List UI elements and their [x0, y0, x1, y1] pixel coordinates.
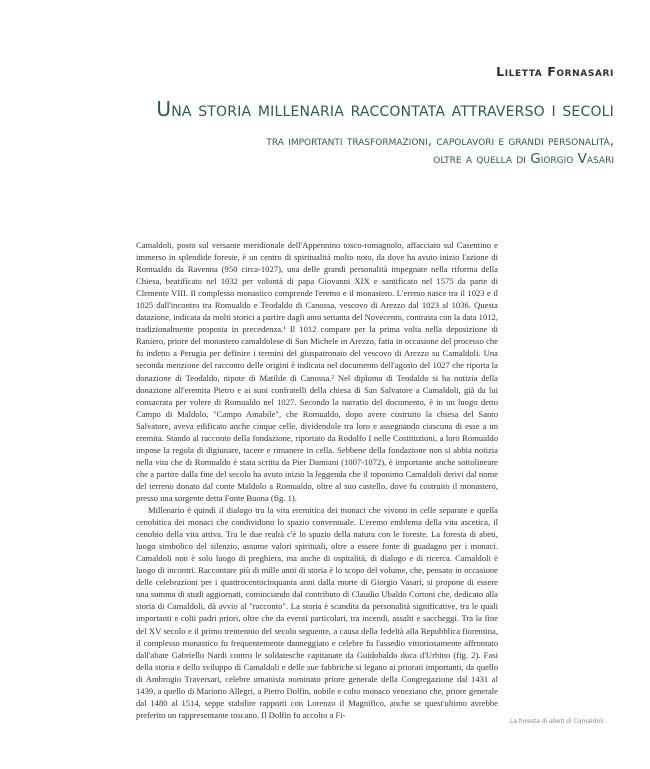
chapter-subtitle [114, 132, 614, 168]
author-name: Liletta Fornasari [496, 64, 614, 79]
body-text [136, 239, 498, 721]
figure-caption: La foresta di abeti di Camaldoli. [510, 718, 606, 725]
subtitle-line-1: tra importanti trasformazioni, capolavori e grandi personalità, [266, 133, 614, 149]
paragraph-2: Millenario è quindi il dialogo tra la vita eremitica dei monaci che vivono in celle separate e quella cenobitica dei monaci che condividono lo spazio conventuale. L'eremo emblema della vita ascetica, il cenobio della vita attiva. Tra le due realtà c'è lo spazio della natura con le foreste. La foresta di abeti, luogo simbolico del silenzio, assume valori spirituali, oltre a essere fonte di guadagno per i monaci. Camaldoli non è solo luogo di preghiera, ma anche di ospitalità, di dialogo e di ricerca. Camaldoli è luogo di incontri. Raccontare più di mille anni di storia è lo scopo del volume, che, pensato in occasione delle celebrazioni per i quattrocentocinquanta anni dalla morte di Giorgio Vasari, si propone di essere una summa di studi aggiornati, cominciando dal contributo di Claudio Ubaldo Cortoni che, dedicato alla storia di Camaldoli, dà avvio al "racconto". La storia è scandita da personalità significative, tra le quali importanti e colti padri priori, oltre che da eventi particolari, tra incendi, assalti e saccheggi. Tra la fine del XV secolo e il primo trentennio del secolo seguente, a causa della fedeltà alla Repubblica fiorentina, il complesso monastico fu frequentemente danneggiato e celebre fu l'assedio vittoriosamente affrontato dall'abate Gabriello Nardi contro le soldatesche capitanate da Guidobaldo duca d'Urbino (fig. 2). Fasi della storia e dello sviluppo di Camaldoli e delle sue fabbriche si legano ai priorati importanti, da quello di Ambrogio Traversari, celebre umanista nominato priore generale della Congregazione dal 1431 al 1439, a quello di Mariotto Allegri, a Pietro Dolfin, nobile e colto monaco veneziano che, priore generale dal 1480 al 1514, seppe stabilire rapporti con Lorenzo il Magnifico, anche se quest'ultimo avrebbe preferito un rappresentante toscano. Il Dolfin fu accolto a Fi- [136, 505, 498, 720]
paragraph-1: Camaldoli, posto sul versante meridionale dell'Appennino tosco-romagnolo, affacciato sul Casentino e immerso in splendide foreste, è un centro di spiritualità molto noto, da dove ha avuto inizio l'azione di Romualdo da Ravenna (950 circa-1027), una delle grandi personalità impegnate nella riforma della Chiesa, beatificato nel 1032 per volontà di papa Giovanni XIX e santificato nel 1575 da parte di Clemente VIII. Il complesso monastico comprende l'eremo e il monastero. L'eremo nasce tra il 1023 e il 1025 dall'incontro tra Romualdo e Teodaldo di Canossa, vescovo di Arezzo dal 1023 al 1036. Questa datazione, indicata da molti storici a partire dagli anni settanta del Novecento, contrasta con la data 1012, tradizionalmente proposta in precedenza.¹ Il 1012 compare per la prima volta nella deposizione di Raniero, priore del monastero camaldolese di San Michele in Arezzo, fatta in occasione del processo che fu indetto a Perugia per definire i termini del giuspatronato del vescovo di Arezzo su Camaldoli. Una seconda menzione del racconto delle origini è indicata nel documento dell'agosto del 1027 che riporta la donazione di Teodaldo, nipote di Matilde di Canossa.² Nel diploma di Teodaldo si ha notizia della donazione all'eremita Pietro e ai suoi confratelli della chiesa di San Salvatore a Camaldoli, già da lui consacrata per volere di Romualdo nel 1027. Secondo la narratio del documento, è in un luogo detto Campo di Maldolo, "Campo Amabile", che Romualdo, dopo avere costruito la chiesa del Santo Salvatore, aveva edificato anche cinque celle, dividendole tra loro e assegnando ciascuna di esse a un eremita. Stando al racconto della fondazione, riportato da Rodolfo I nelle Costituzioni, a loro Romualdo impose la regola di digiunare, tacere e rimanere in cella. Sebbene della fondazione non si abbia notizia nella vita che di Romualdo è stata scritta da Pier Damiani (1007-1072), è importante anche sottolineare che a partire dalla fine del secolo ha avuto inizio la leggenda che il toponimo Camaldoli derivi dal nome del terreno donato dal conte Maldolo a Romualdo, oltre al suo castello, dove fu costruito il monastero, presso una sorgente detta Fonte Buona (fig. 1). [136, 240, 498, 503]
chapter-title: Una storia millenaria raccontata attraverso i secoli [156, 97, 614, 121]
subtitle-line-2: oltre a quella di Giorgio Vasari [433, 151, 614, 167]
